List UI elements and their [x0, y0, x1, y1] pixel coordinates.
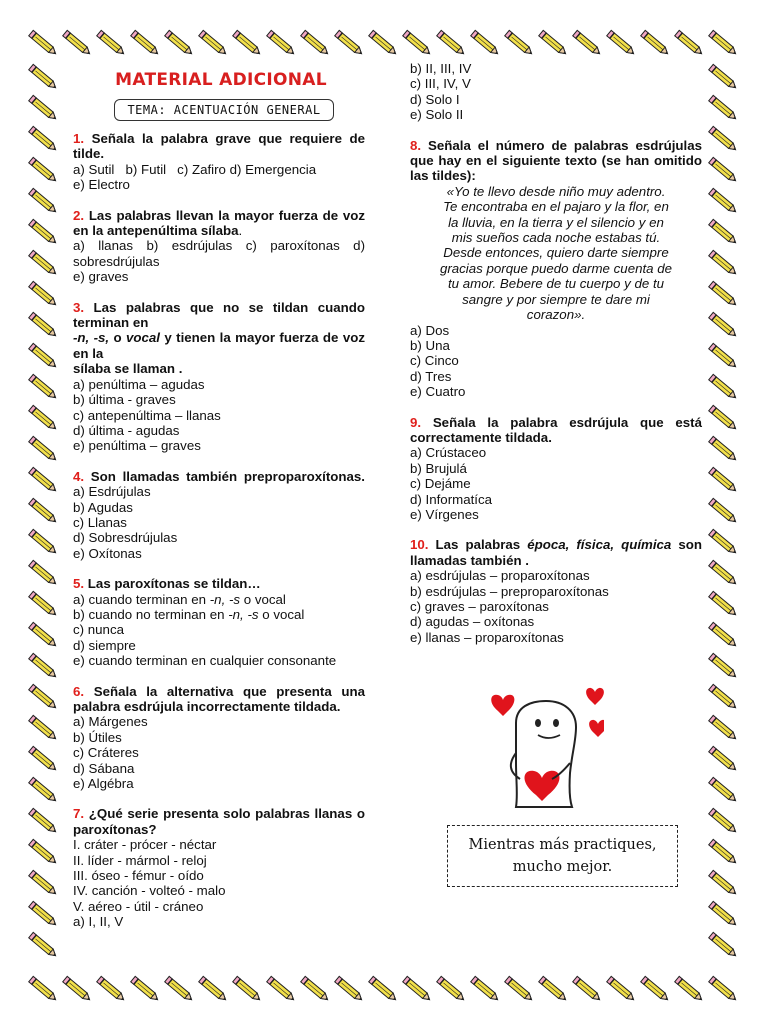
option-d: d) siempre	[73, 637, 136, 653]
pencil-icon	[29, 95, 58, 121]
option-c: c) Cráteres	[73, 745, 139, 761]
option-a: a) Crústaceo	[410, 445, 487, 461]
pencil-icon	[29, 126, 58, 152]
pencil-icon	[709, 281, 738, 307]
pencil-icon	[709, 312, 738, 338]
pencil-icon	[29, 684, 58, 710]
pencil-icon	[63, 30, 92, 56]
option-b: b) Útiles	[73, 729, 122, 745]
pencil-icon	[539, 976, 568, 1002]
pencil-icon	[709, 30, 738, 56]
heart-icon	[491, 695, 514, 716]
question-10: 10. Las palabras época, física, química son llamadas también . a) esdrújulas – proparoxítonas b) esdrújulas – preproparoxítonas c) graves – paroxítonas d) agudas – oxítonas e) llanas – proparoxítonas	[410, 537, 702, 645]
option-b: b) Brujulá	[410, 460, 467, 476]
poem-text: «Yo te llevo desde niño muy adentro. Te encontraba en el pajaro y la flor, en la lluvia, en la tierra y el silencio y en mis sueños cada noche estabas tú. Desde entonces, quiero darte siempre gracias porque puedo darme cuenta de tu amor. Bebere de tu cuerpo y de tu sangre y por siempre te dare mi corazon».	[439, 183, 673, 323]
question-1: 1. Señala la palabra grave que requiere de tilde. a) Sutil b) Futil c) Zafiro d) Emergencia e) Electro	[73, 131, 365, 193]
option-c: c) III, IV, V	[410, 76, 471, 92]
series-item: III. óseo - fémur - oído	[73, 868, 204, 884]
pencil-icon	[709, 126, 738, 152]
pencil-icon	[403, 30, 432, 56]
pencil-icon	[709, 715, 738, 741]
pencil-icon	[505, 30, 534, 56]
pencil-icon	[709, 405, 738, 431]
pencil-icon	[437, 976, 466, 1002]
flork-hearts-drawing	[486, 683, 604, 811]
pencil-icon	[709, 901, 738, 927]
pencil-icon	[29, 374, 58, 400]
pencil-icon	[505, 976, 534, 1002]
pencil-icon	[709, 498, 738, 524]
pencil-icon	[471, 976, 500, 1002]
question-8: 8. Señala el número de palabras esdrújulas que hay en el siguiente texto (se han omitido las tildes): «Yo te llevo desde niño muy adentro. Te encontraba en el pajaro y la flor, en la lluvia, en la tierra y el silencio y en mis sueños cada noche estabas tú. Desde entonces, quiero darte siempre gracias porque puedo darme cuenta de tu amor. Bebere de tu cuerpo y de tu sangre y por siempre te dare mi corazon». a) Dos b) Una c) Cinco d) Tres e) Cuatro	[410, 137, 702, 400]
motivational-quote: Mientras más practiques, mucho mejor.	[447, 825, 678, 887]
pencil-icon	[709, 591, 738, 617]
pencil-icon	[233, 976, 262, 1002]
option-d: d) Tres	[410, 368, 452, 384]
pencil-icon	[29, 219, 58, 245]
option-a: a) Márgenes	[73, 714, 148, 730]
pencil-icon	[675, 976, 704, 1002]
option-d: d) Solo I	[410, 91, 460, 107]
option-c: c) Llanas	[73, 514, 127, 530]
pencil-icon	[403, 976, 432, 1002]
pencil-icon	[709, 188, 738, 214]
pencil-icon	[709, 808, 738, 834]
pencil-icon	[709, 932, 738, 958]
pencil-icon	[29, 281, 58, 307]
page-title: MATERIAL ADICIONAL	[115, 70, 327, 90]
pencil-icon	[29, 653, 58, 679]
pencil-icon	[709, 343, 738, 369]
pencil-icon	[199, 976, 228, 1002]
pencil-icon	[29, 870, 58, 896]
question-9: 9. Señala la palabra esdrújula que está correctamente tildada. a) Crústaceo b) Brujulá c) Dejáme d) Informatíca e) Vírgenes	[410, 414, 702, 522]
option-e: e) penúltima – graves	[73, 438, 201, 454]
option-b: b) II, III, IV	[410, 61, 472, 76]
pencil-icon	[675, 30, 704, 56]
option-line: a) llanas b) esdrújulas c) paroxítonas d) sobresdrújulas	[73, 238, 365, 269]
pencil-icon	[29, 976, 58, 1002]
question-7-continued	[410, 61, 702, 123]
pencil-icon	[709, 529, 738, 555]
pencil-icon	[29, 498, 58, 524]
option-e: e) cuando terminan en cualquier consonante	[73, 653, 337, 669]
heart-icon	[589, 720, 604, 737]
pencil-icon	[709, 157, 738, 183]
pencil-icon	[709, 746, 738, 772]
pencil-icon	[709, 374, 738, 400]
option-b: b) Una	[410, 337, 450, 353]
pencil-icon	[29, 560, 58, 586]
option-c: c) Cinco	[410, 353, 459, 369]
pencil-icon	[29, 157, 58, 183]
pencil-icon	[641, 976, 670, 1002]
pencil-icon	[709, 95, 738, 121]
right-column	[410, 61, 702, 660]
option-a: a) Esdrújulas	[73, 484, 151, 500]
pencil-icon	[131, 30, 160, 56]
pencil-icon	[29, 467, 58, 493]
pencil-icon	[29, 746, 58, 772]
pencil-icon	[709, 64, 738, 90]
pencil-icon	[233, 30, 262, 56]
pencil-icon	[641, 30, 670, 56]
pencil-icon	[165, 976, 194, 1002]
pencil-icon	[471, 30, 500, 56]
pencil-icon	[437, 30, 466, 56]
option-line: a) Sutil b) Futil c) Zafiro d) Emergencia	[73, 161, 317, 177]
pencil-icon	[573, 30, 602, 56]
option-d: d) Sábana	[73, 760, 135, 776]
pencil-icon	[267, 976, 296, 1002]
pencil-icon	[29, 250, 58, 276]
option-b: b) esdrújulas – preproparoxítonas	[410, 583, 609, 599]
option-d: d) última - agudas	[73, 422, 180, 438]
option-a: a) esdrújulas – proparoxítonas	[410, 568, 590, 584]
option-line: e) graves	[73, 269, 129, 285]
pencil-icon	[369, 30, 398, 56]
option-c: c) graves – paroxítonas	[410, 599, 549, 614]
option-c: c) nunca	[73, 622, 124, 638]
pencil-icon	[607, 30, 636, 56]
option-d: d) Informatíca	[410, 491, 493, 507]
pencil-icon	[29, 932, 58, 958]
pencil-icon	[301, 30, 330, 56]
heart-icon	[586, 688, 604, 705]
pencil-icon	[709, 684, 738, 710]
pencil-icon	[97, 976, 126, 1002]
pencil-icon	[709, 976, 738, 1002]
pencil-icon	[29, 901, 58, 927]
pencil-icon	[709, 219, 738, 245]
option-a: a) penúltima – agudas	[73, 376, 205, 392]
option-e: e) llanas – proparoxítonas	[410, 629, 564, 645]
pencil-icon	[29, 64, 58, 90]
option-e: e) Cuatro	[410, 384, 466, 400]
pencil-icon	[369, 976, 398, 1002]
question-3: 3. Las palabras que no se tildan cuando terminan en -n, -s, o vocal y tienen la mayor fuerza de voz en la sílaba se llaman . a) penúltima – agudas b) última - graves c) antepenúltima – llanas d) última - agudas e) penúltima – graves	[73, 299, 365, 454]
pencil-icon	[29, 312, 58, 338]
pencil-icon	[29, 405, 58, 431]
pencil-icon	[165, 30, 194, 56]
pencil-icon	[29, 436, 58, 462]
pencil-icon	[63, 976, 92, 1002]
option-c: c) Dejáme	[410, 476, 471, 492]
pencil-icon	[709, 777, 738, 803]
question-6: 6. Señala la alternativa que presenta una palabra esdrújula incorrectamente tildada. a) Márgenes b) Útiles c) Cráteres d) Sábana e) Algébra	[73, 683, 365, 792]
question-7: 7. ¿Qué serie presenta solo palabras llanas o paroxítonas? I. cráter - prócer - néctar II. líder - mármol - reloj III. óseo - fémur - oído IV. canción - volteó - malo V. aéreo - útil - cráneo a) I, II, V	[73, 806, 365, 930]
series-item: II. líder - mármol - reloj	[73, 852, 207, 868]
pencil-icon	[709, 622, 738, 648]
series-item: IV. canción - volteó - malo	[73, 883, 226, 899]
pencil-icon	[573, 976, 602, 1002]
pencil-icon	[709, 870, 738, 896]
option-e: e) Vírgenes	[410, 506, 479, 522]
option-e: e) Solo II	[410, 107, 464, 123]
pencil-icon	[29, 30, 58, 56]
option-e: e) Oxítonas	[73, 545, 142, 561]
pencil-icon	[267, 30, 296, 56]
topic-box: TEMA: ACENTUACIÓN GENERAL	[114, 99, 334, 121]
pencil-icon	[29, 188, 58, 214]
question-2: 2. Las palabras llevan la mayor fuerza de voz en la antepenúltima sílaba. a) llanas b) esdrújulas c) paroxítonas d) sobresdrújulas e) graves	[73, 207, 365, 285]
option-d: d) Sobresdrújulas	[73, 530, 178, 546]
pencil-icon	[97, 30, 126, 56]
pencil-icon	[709, 560, 738, 586]
pencil-icon	[29, 529, 58, 555]
option-a: a) I, II, V	[73, 914, 124, 930]
option-line: e) Electro	[73, 177, 130, 193]
pencil-icon	[29, 343, 58, 369]
pencil-icon	[29, 715, 58, 741]
option-e: e) Algébra	[73, 776, 134, 792]
question-5: 5. Las paroxítonas se tildan… a) cuando terminan en -n, -s o vocal b) cuando no terminan en -n, -s o vocal c) nunca d) siempre e) cuando terminan en cualquier consonante	[73, 576, 365, 668]
pencil-icon	[709, 653, 738, 679]
pencil-icon	[709, 436, 738, 462]
series-item: I. cráter - prócer - néctar	[73, 837, 217, 853]
option-b: b) Agudas	[73, 499, 133, 515]
pencil-icon	[709, 467, 738, 493]
option-a: a) cuando terminan en -n, -s o vocal	[73, 591, 286, 607]
pencil-icon	[335, 976, 364, 1002]
left-column	[73, 131, 365, 945]
pencil-icon	[29, 839, 58, 865]
pencil-icon	[29, 777, 58, 803]
option-d: d) agudas – oxítonas	[410, 614, 535, 630]
option-b: b) cuando no terminan en -n, -s o vocal	[73, 606, 305, 622]
option-b: b) última - graves	[73, 392, 176, 408]
series-item: V. aéreo - útil - cráneo	[73, 898, 204, 914]
pencil-icon	[335, 30, 364, 56]
question-4: 4. Son llamadas también preproparoxítonas. a) Esdrújulas b) Agudas c) Llanas d) Sobresdrújulas e) Oxítonas	[73, 468, 365, 561]
pencil-icon	[29, 591, 58, 617]
option-a: a) Dos	[410, 322, 450, 338]
pencil-icon	[709, 839, 738, 865]
pencil-icon	[301, 976, 330, 1002]
pencil-icon	[199, 30, 228, 56]
pencil-icon	[607, 976, 636, 1002]
pencil-icon	[709, 250, 738, 276]
pencil-icon	[29, 622, 58, 648]
option-c: c) antepenúltima – llanas	[73, 407, 221, 423]
pencil-icon	[131, 976, 160, 1002]
pencil-icon	[539, 30, 568, 56]
pencil-icon	[29, 808, 58, 834]
